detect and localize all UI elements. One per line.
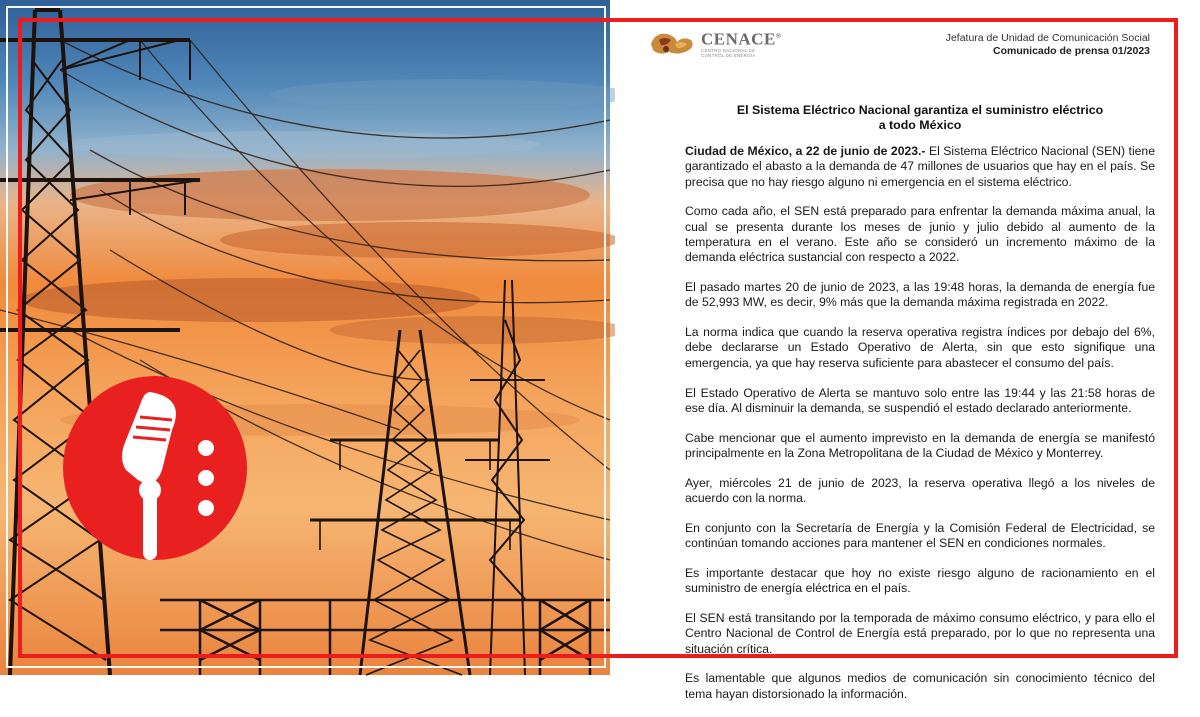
- paragraph: Es importante destacar que hoy no existe riesgo alguno de racionamiento en el suministro de energía eléctrica en el país.: [685, 565, 1155, 596]
- paragraph: Es lamentable que algunos medios de comunicación sin conocimiento técnico del tema hayan distorsionado la información.: [685, 671, 1155, 701]
- paragraph: El SEN está transitando por la temporada de máximo consumo eléctrico, y para ello el Centro Nacional de Control de Energía está preparado, por lo que no representa una situación crítica.: [685, 611, 1155, 656]
- logo-registered: ®: [775, 32, 782, 40]
- cenace-emblem-icon: [649, 30, 695, 56]
- microphone-badge: [63, 376, 247, 560]
- sunset-towers-illustration: [0, 0, 610, 675]
- logo-name: CENACE: [701, 29, 776, 49]
- power-lines-photo: [0, 0, 610, 675]
- dots-icon: [198, 440, 214, 516]
- paragraph: El pasado martes 20 de junio de 2023, a las 19:48 horas, la demanda de energía fue de 52,993 MW, es decir, 9% más que la demanda máxima registrada en 2022.: [685, 280, 1155, 310]
- cenace-logo: [649, 28, 782, 58]
- lead-paragraph: [685, 144, 1155, 190]
- document-body: [685, 144, 1155, 717]
- paragraph: Ayer, miércoles 21 de junio de 2023, la reserva operativa llegó a los niveles de acuerdo con la norma.: [685, 475, 1155, 506]
- dateline: Ciudad de México, a 22 de junio de 2023.-: [685, 144, 926, 158]
- lead-text: El Sistema Eléctrico Nacional (SEN) tiene garantizado el abasto a la demanda de 47 millones de usuarios que hay en el país. Se precisa que no hay riesgo alguno ni emergencia en el sistema eléctrico.: [685, 144, 1155, 189]
- paragraph: En conjunto con la Secretaría de Energía y la Comisión Federal de Electricidad, se continúan tomando acciones para mantener el SEN en condiciones normales.: [685, 520, 1155, 551]
- title-line-1: El Sistema Eléctrico Nacional garantiza el suministro eléctrico: [736, 103, 1104, 117]
- press-release-document: [615, 0, 1200, 701]
- communique-number: Comunicado de prensa 01/2023: [993, 45, 1150, 57]
- paragraph: El Estado Operativo de Alerta se mantuvo solo entre las 19:44 y las 21:58 horas de ese día. Al disminuir la demanda, se suspendió el estado declarado anteriormente.: [685, 385, 1155, 415]
- paragraph: Cabe mencionar que el aumento imprevisto en la demanda de energía se manifestó principalmente en la Zona Metropolitana de la Ciudad de México y Monterrey.: [685, 430, 1155, 460]
- communication-unit: Jefatura de Unidad de Comunicación Social: [945, 32, 1150, 44]
- document-title: [685, 103, 1155, 133]
- document-header: [946, 32, 1150, 58]
- paragraph: Como cada año, el SEN está preparado para enfrentar la demanda máxima anual, la cual se presenta durante los meses de junio y julio debido al aumento de la temperatura en el verano. Este año se consideró un incremento máximo de la demanda eléctrica sustancial con respecto a 2022.: [685, 204, 1155, 265]
- paragraph: La norma indica que cuando la reserva operativa registra índices por debajo del 6%, debe declararse un Estado Operativo de Alerta, sin que esto signifique una emergencia, ya que hay reserva suficiente para abastecer el consumo del país.: [685, 325, 1155, 370]
- title-line-2: a todo México: [878, 118, 962, 132]
- logo-subtitle-1: CENTRO NACIONAL DE: [701, 47, 756, 53]
- logo-subtitle-2: CONTROL DE ENERGÍA: [701, 52, 756, 58]
